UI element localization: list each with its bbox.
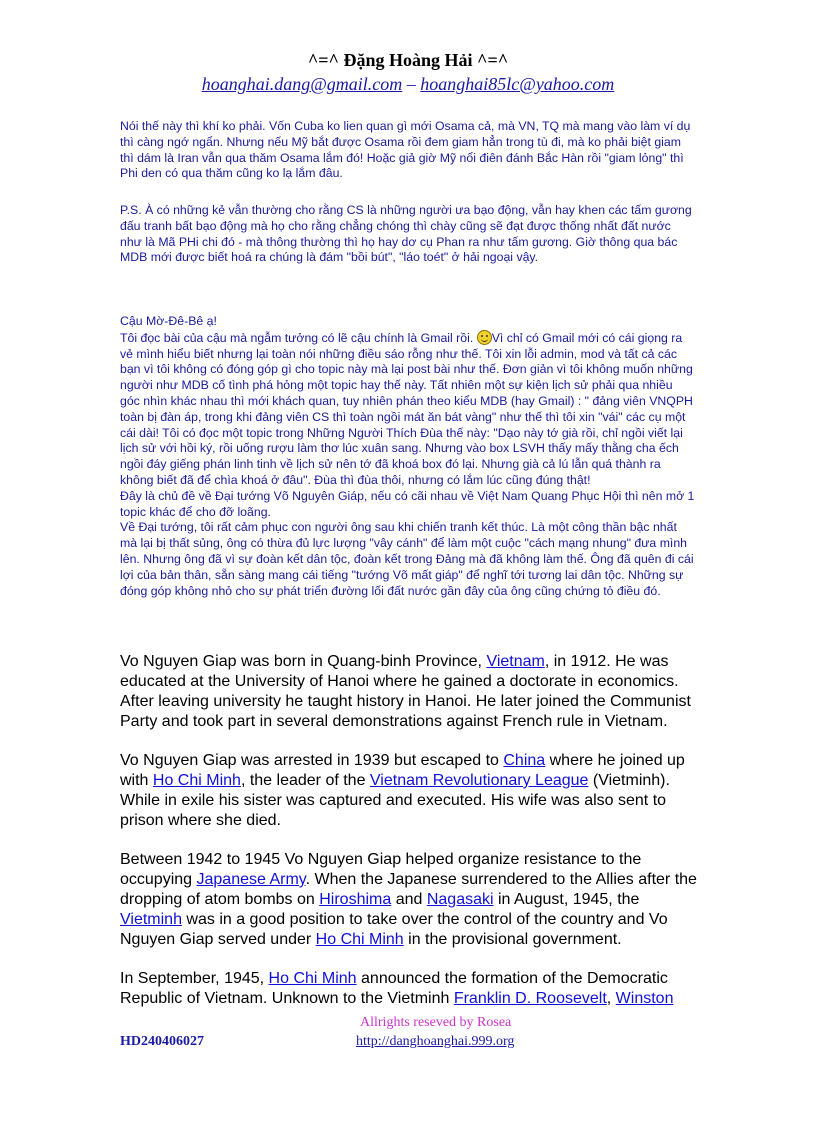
eng-p2-t2: where he joined up with <box>120 752 685 789</box>
eng-paragraph-2 <box>120 751 700 831</box>
eng-p3-t4: in August, 1945, the <box>493 891 640 908</box>
viet-p2-text: P.S. À có những kẻ vẫn thường cho rằng CS là những người ưa bạo động, vẫn hay khen các tấm gương đấu tranh bất bạo động mà họ cho rằng chẳng chóng thì chày cũng sẽ đạt được thống nhất đất nước như là Mã PHi chi đó - mà thông thường thì họ hay dơ cụ Phan ra như tấm gương. Giờ thông qua bác MDB mới được biết hoá ra chúng là đám "bồi bút", "láo toét" ở hải ngoại vậy. <box>120 203 692 265</box>
viet-p1-text: Nói thế này thì khí ko phải. Vốn Cuba ko lien quan gì mới Osama cả, mà VN, TQ mà mang vào làm ví dụ thì càng ngớ ngẩn. Nhưng nếu Mỹ bắt được Osama rồi đem giam hẳn trong tù đi, mà ko phải biệt giam thì dám là Iran vẫn qua thăm Osama lắm đó! Hoặc giả giờ Mỹ nổi điên đánh Bắc Hàn rồi "giam lỏng" thì Phi den có qua thăm cũng ko lạ lắm đâu. <box>120 119 691 181</box>
viet-greeting: Cậu Mờ-Đê-Bê ạ! <box>120 314 217 328</box>
footer-rights: Allrights reseved by Rosea <box>360 1015 512 1030</box>
link-china[interactable]: China <box>503 752 546 769</box>
eng-p2-t3: , the leader of the <box>240 772 370 789</box>
eng-paragraph-4 <box>120 969 700 1009</box>
viet-p3-line2: Đây là chủ đề về Đại tướng Võ Nguyên Giáp, nếu có cãi nhau về Việt Nam Quang Phục Hội thì nên mở 1 topic khác để cho đỡ loãng. <box>120 488 695 519</box>
viet-p3-line3: Về Đại tướng, tôi rất cảm phục con người ông sau khi chiến tranh kết thúc. Là một công thần bậc nhất mà lại bị thất sủng, ông có thừa đủ lực lượng "vây cánh" để làm một cuộc "cách mạng nhung" đưa mình lên. Nhưng ông đã vì sự đoàn kết dân tộc, đoàn kết trong Đảng mà đã không làm thế. Ông đã quên đi cái lợi của bản thân, sẵn sàng mang cái tiếng "tướng Võ mất giáp" để nghĩ tới tương lai dân tộc. Những sự đóng góp không nhỏ cho sự phát triển đường lối đất nước gần đây của ông cũng chứng tỏ điều đó. <box>120 520 694 598</box>
eng-p1-t1: Vo Nguyen Giap was born in Quang-binh Province, <box>120 653 487 670</box>
eng-p2-t4: (Vietminh). While in exile his sister was captured and executed. His wife was also sent to prison where she died. <box>120 772 670 829</box>
eng-p1-t2: , in 1912. He was educated at the University of Hanoi where he gained a doctorate in economics. After leaving university he taught history in Hanoi. He later joined the Communist Party and took part in several demonstrations against French rule in Vietnam. <box>120 653 691 730</box>
eng-paragraph-1 <box>120 652 700 732</box>
link-ho-chi-minh[interactable]: Ho Chi Minh <box>152 772 241 789</box>
email-link-yahoo[interactable]: hoanghai85lc@yahoo.com <box>420 74 615 94</box>
link-vietnam[interactable]: Vietnam <box>486 653 545 670</box>
link-vietminh[interactable]: Vietminh <box>120 911 182 928</box>
email-separator: – <box>402 74 421 94</box>
header-emails <box>0 74 816 95</box>
eng-p4-t3: , <box>606 990 616 1007</box>
english-section <box>120 652 700 1028</box>
eng-p3-t1: Between 1942 to 1945 Vo Nguyen Giap helped organize resistance to the occupying <box>120 851 642 888</box>
link-ho-chi-minh-3[interactable]: Ho Chi Minh <box>268 970 357 987</box>
viet-p3-before: Tôi đọc bài của cậu mà ngẫm tưởng có lẽ cậu chính là Gmail rồi. <box>120 330 477 345</box>
eng-p3-t3: and <box>391 891 427 908</box>
link-hiroshima[interactable]: Hiroshima <box>319 891 392 908</box>
link-ho-chi-minh-2[interactable]: Ho Chi Minh <box>315 931 404 948</box>
smiley-icon <box>477 330 492 345</box>
footer-url-link[interactable]: http://danghoanghai.999.org <box>356 1034 515 1049</box>
viet-p3-text <box>120 330 695 489</box>
header-title: ^=^ Đặng Hoàng Hải ^=^ <box>307 50 509 70</box>
viet-p3-after: Vì chỉ có Gmail mới có cái giọng ra vẻ mình hiểu biết nhưng lại toàn nói những điều sáo rỗng như thế. Tôi xin lỗi admin, mod và tất cả các bạn vì tôi không có đóng góp gì cho topic này mà lại post bài như thế. Đơn giản vì tôi không muốn những người như MDB cố tình phá hỏng một topic hay thế này. Tất nhiên một sự kiện lịch sử phải qua nhiều góc nhìn khác nhau thì mới khách quan, tuy nhiên phán theo kiểu MDB (hay Gmail) : " đảng viên VNQPH toàn bị đàn áp, trong khi đảng viên CS thì toàn ngồi mát ăn bát vàng" như thế thì tôi xin "vái" các cụ một cái dài! Tôi có đọc một topic trong Những Người Thích Đùa thế này: "Dạo này tớ già rồi, chỉ ngồi viết lại lịch sử với hồi ký, rồi uống rượu làm thơ lúc xuân sang. Nhưng vào box LSVH thấy mấy thằng cha ếch ngồi đáy giếng phán linh tinh về lịch sử nên tớ đã khoá box đó lại. Nhưng già cả lú lẫn quá thành ra không biết đã để chìa khoá ở đâu". Đùa thì đùa thôi, nhưng có lắm lúc cũng đúng thật! <box>120 330 693 487</box>
eng-p4-t2: announced the formation of the Democratic Republic of Vietnam. Unknown to the Vietminh <box>120 970 668 1007</box>
eng-p3-t2: . When the Japanese surrendered to the Allies after the dropping of atom bombs on <box>120 871 697 908</box>
email-link-gmail[interactable]: hoanghai.dang@gmail.com <box>201 74 403 94</box>
eng-p3-t6: in the provisional government. <box>403 931 622 948</box>
footer-code: HD240406027 <box>120 1034 204 1049</box>
link-winston[interactable]: Winston <box>615 990 674 1007</box>
viet-paragraph-3 <box>120 314 695 599</box>
eng-p2-t1: Vo Nguyen Giap was arrested in 1939 but escaped to <box>120 752 504 769</box>
link-japanese-army[interactable]: Japanese Army <box>196 871 306 888</box>
eng-p4-t1: In September, 1945, <box>120 970 269 987</box>
link-vietnam-revolutionary-league[interactable]: Vietnam Revolutionary League <box>369 772 589 789</box>
eng-p3-t5: was in a good position to take over the control of the country and Vo Nguyen Giap served under <box>120 911 668 948</box>
link-franklin-roosevelt[interactable]: Franklin D. Roosevelt <box>453 990 607 1007</box>
link-nagasaki[interactable]: Nagasaki <box>426 891 494 908</box>
viet-paragraph-2 <box>120 203 695 266</box>
viet-paragraph-1 <box>120 119 695 182</box>
eng-paragraph-3 <box>120 850 700 950</box>
